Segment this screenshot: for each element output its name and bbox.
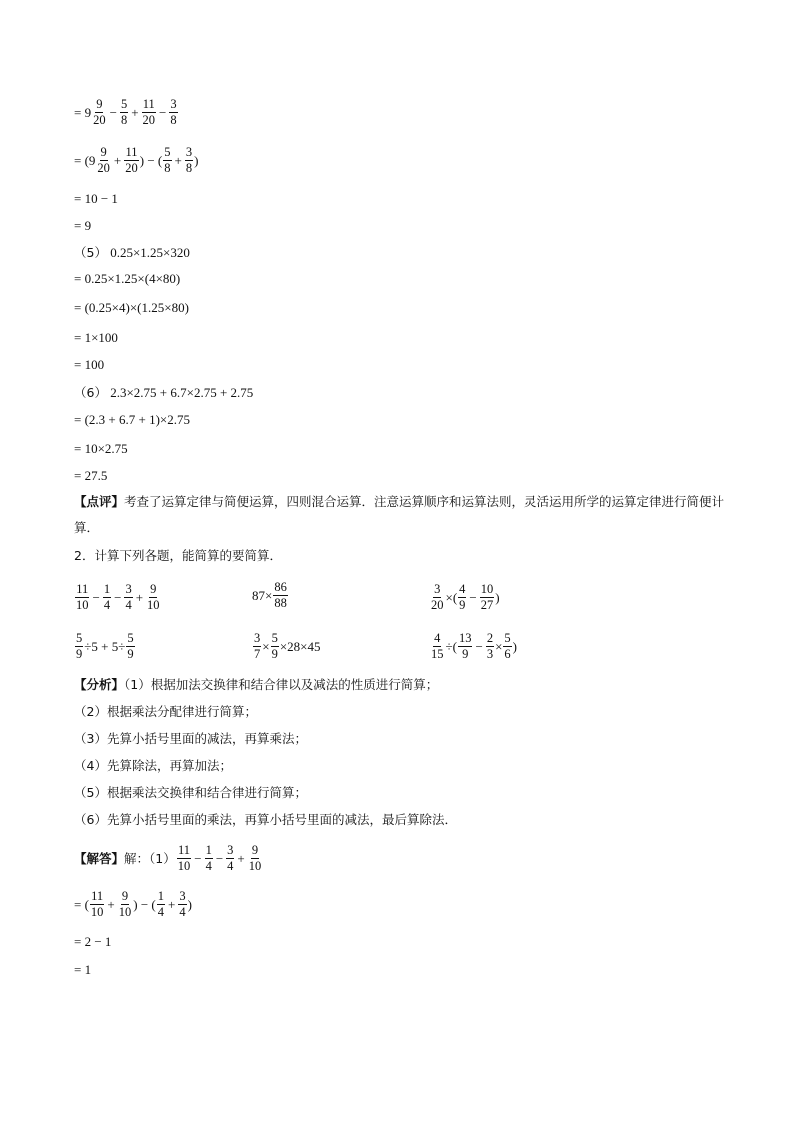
fraction-denominator: 9 [462, 647, 469, 661]
q2-expression-3 [429, 581, 500, 612]
fraction [226, 844, 234, 873]
fraction [90, 890, 105, 919]
fraction [120, 98, 128, 127]
operator: ÷( [445, 638, 457, 654]
fraction-numerator: 86 [274, 580, 287, 594]
fraction [486, 632, 494, 661]
fraction-denominator: 4 [157, 905, 165, 919]
close-paren: ) [495, 589, 500, 605]
part-6-header [74, 385, 253, 401]
fraction-denominator: 8 [170, 113, 177, 127]
fraction-denominator: 9 [271, 647, 278, 661]
fraction-denominator: 20 [125, 161, 138, 175]
fraction-numerator: 1 [103, 582, 111, 596]
answer-tag: 【解答】 [74, 850, 125, 866]
fraction [75, 632, 83, 661]
equals-sign: = (9 [74, 152, 96, 168]
fraction [126, 632, 134, 661]
part-6-step: = 10×2.75 [74, 441, 128, 456]
fraction [205, 844, 213, 873]
operator: × [495, 638, 503, 654]
fraction-denominator: 10 [147, 598, 160, 612]
fraction-numerator: 5 [76, 631, 83, 645]
fraction-numerator: 3 [170, 97, 177, 111]
q2-expression-4 [74, 630, 136, 661]
operator: × [262, 638, 270, 654]
fraction-numerator: 5 [504, 631, 511, 645]
fraction-numerator: 3 [434, 582, 441, 596]
fraction [157, 890, 165, 919]
fraction-denominator: 27 [480, 598, 494, 612]
fraction-numerator: 5 [120, 97, 128, 111]
close-paren: ) [187, 896, 192, 912]
fraction [146, 583, 161, 612]
analysis-line-1 [74, 672, 734, 698]
fraction-denominator: 10 [248, 859, 262, 873]
fraction [430, 583, 445, 612]
fraction [253, 632, 261, 661]
comment-paragraph [74, 489, 734, 541]
operator: − [215, 850, 224, 866]
fraction-numerator: 3 [185, 145, 193, 159]
fraction [103, 583, 111, 612]
operator: ÷5 + 5÷ [84, 638, 126, 654]
close-paren: ) [194, 152, 199, 168]
fraction-numerator: 1 [205, 843, 212, 857]
fraction-denominator: 4 [179, 905, 186, 919]
expression-lead: 87× [252, 587, 273, 603]
answer-line-1 [74, 844, 263, 873]
fraction-numerator: 3 [125, 582, 132, 596]
operator: + [135, 589, 144, 605]
operator: − [114, 589, 122, 605]
fraction-denominator: 88 [274, 596, 287, 610]
solution-line-1 [74, 98, 179, 127]
fraction-numerator: 9 [100, 145, 107, 159]
q2-expression-1 [74, 581, 162, 612]
part-label: （6） [74, 385, 107, 400]
part-label: （5） [74, 245, 107, 260]
comment-text: 考查了运算定律与简便运算，四则混合运算．注意运算顺序和运算法则，灵活运用所学的运算定律进行简便计算． [74, 494, 725, 535]
operator: + [237, 850, 245, 866]
fraction-numerator: 9 [121, 889, 129, 903]
fraction [458, 632, 473, 661]
fraction-denominator: 3 [486, 647, 494, 661]
operator: + [107, 896, 115, 912]
fraction-numerator: 4 [459, 582, 466, 596]
answer-lead: 解：（1） [124, 850, 176, 866]
fraction-denominator: 9 [459, 598, 466, 612]
fraction-numerator: 9 [96, 97, 103, 111]
analysis-line-6: （6）先算小括号里面的乘法，再算小括号里面的减法，最后算除法． [74, 812, 457, 827]
solution-line-2 [74, 146, 198, 175]
analysis-tag: 【分析】 [74, 677, 125, 692]
fraction [248, 844, 263, 873]
fraction [458, 583, 466, 612]
fraction-numerator: 5 [127, 631, 134, 645]
part-6-step: = 27.5 [74, 468, 108, 483]
fraction [96, 146, 111, 175]
fraction-numerator: 4 [434, 631, 441, 645]
fraction-denominator: 4 [125, 598, 132, 612]
fraction-numerator: 2 [486, 631, 494, 645]
operator: − [194, 850, 202, 866]
fraction [271, 632, 279, 661]
fraction-denominator: 4 [227, 859, 234, 873]
fraction-denominator: 4 [103, 598, 111, 612]
fraction [178, 890, 186, 919]
fraction [92, 98, 107, 127]
fraction [169, 98, 177, 127]
comment-tag: 【点评】 [74, 494, 125, 509]
fraction-numerator: 11 [76, 582, 89, 596]
fraction [118, 890, 133, 919]
fraction-numerator: 3 [227, 843, 234, 857]
fraction [430, 632, 445, 661]
part-6-step: = (2.3 + 6.7 + 1)×2.75 [74, 412, 190, 427]
answer-step-1 [74, 890, 192, 919]
operator: − [469, 589, 477, 605]
fraction-denominator: 10 [177, 859, 191, 873]
analysis-line-5: （5）根据乘法交换律和结合律进行简算； [74, 785, 307, 800]
fraction-denominator: 7 [254, 647, 261, 661]
fraction-denominator: 8 [120, 113, 128, 127]
operator: − [92, 589, 100, 605]
equals-sign: = ( [74, 896, 89, 912]
fraction [163, 146, 171, 175]
fraction [124, 146, 139, 175]
operator: + [174, 152, 182, 168]
part-expression: 0.25×1.25×320 [110, 245, 190, 260]
equals-sign: = 9 [74, 104, 92, 120]
fraction [185, 146, 193, 175]
part-5-step: = 100 [74, 357, 105, 372]
answer-step-2: = 2 − 1 [74, 934, 112, 949]
fraction-denominator: 8 [185, 161, 193, 175]
q2-expression-5 [252, 630, 321, 661]
fraction-numerator: 9 [150, 582, 157, 596]
part-5-step: = 0.25×1.25×(4×80) [74, 271, 181, 286]
fraction-numerator: 11 [91, 889, 104, 903]
fraction [273, 581, 288, 610]
fraction-denominator: 9 [127, 647, 134, 661]
part-5-header [74, 245, 190, 261]
analysis-line-4: （4）先算除法，再算加法； [74, 758, 232, 773]
fraction-denominator: 8 [164, 161, 171, 175]
fraction-numerator: 11 [125, 145, 138, 159]
fraction-denominator: 10 [90, 905, 104, 919]
fraction-denominator: 20 [93, 113, 106, 127]
q2-expression-6 [429, 630, 517, 661]
question-2-title: 2．计算下列各题，能简算的要简算． [74, 548, 282, 563]
fraction-denominator: 6 [504, 647, 511, 661]
fraction-denominator: 20 [142, 113, 156, 127]
fraction [480, 583, 495, 612]
fraction-numerator: 5 [271, 631, 278, 645]
fraction-numerator: 10 [480, 582, 494, 596]
operator: ×( [445, 589, 458, 605]
answer-step-3: = 1 [74, 962, 92, 977]
operator: + [168, 896, 176, 912]
fraction [177, 844, 192, 873]
fraction-numerator: 13 [458, 631, 472, 645]
q2-expression-2 [252, 581, 289, 610]
operator: − [475, 638, 483, 654]
fraction [142, 98, 157, 127]
fraction [75, 583, 90, 612]
solution-line-4: = 9 [74, 218, 92, 233]
fraction-numerator: 9 [251, 843, 259, 857]
fraction-denominator: 20 [431, 598, 444, 612]
operator: − [109, 104, 117, 120]
analysis-line-2: （2）根据乘法分配律进行简算； [74, 704, 257, 719]
expression-tail: ×28×45 [279, 638, 321, 654]
fraction-numerator: 11 [177, 843, 190, 857]
fraction [503, 632, 511, 661]
part-5-step: = (0.25×4)×(1.25×80) [74, 300, 189, 315]
operator: + [113, 152, 122, 168]
close-paren: ) [512, 638, 517, 654]
fraction-numerator: 11 [142, 97, 155, 111]
operator: + [131, 104, 139, 120]
fraction-numerator: 3 [254, 631, 261, 645]
fraction-denominator: 10 [118, 905, 132, 919]
fraction-numerator: 1 [157, 889, 165, 903]
fraction-denominator: 4 [205, 859, 212, 873]
solution-line-3: = 10 − 1 [74, 191, 118, 206]
part-expression: 2.3×2.75 + 6.7×2.75 + 2.75 [110, 385, 254, 400]
analysis-text: （1）根据加法交换律和结合律以及减法的性质进行简算； [124, 677, 439, 692]
fraction-denominator: 9 [76, 647, 83, 661]
fraction-numerator: 5 [164, 145, 171, 159]
fraction-numerator: 3 [179, 889, 186, 903]
fraction [124, 583, 132, 612]
operator: − [159, 104, 167, 120]
parenthesis-join: ) − ( [133, 896, 156, 912]
parenthesis-join: ) − ( [139, 152, 163, 168]
fraction-denominator: 15 [431, 647, 444, 661]
fraction-denominator: 10 [76, 598, 89, 612]
analysis-line-3: （3）先算小括号里面的减法，再算乘法； [74, 731, 307, 746]
part-5-step: = 1×100 [74, 330, 118, 345]
fraction-denominator: 20 [97, 161, 110, 175]
